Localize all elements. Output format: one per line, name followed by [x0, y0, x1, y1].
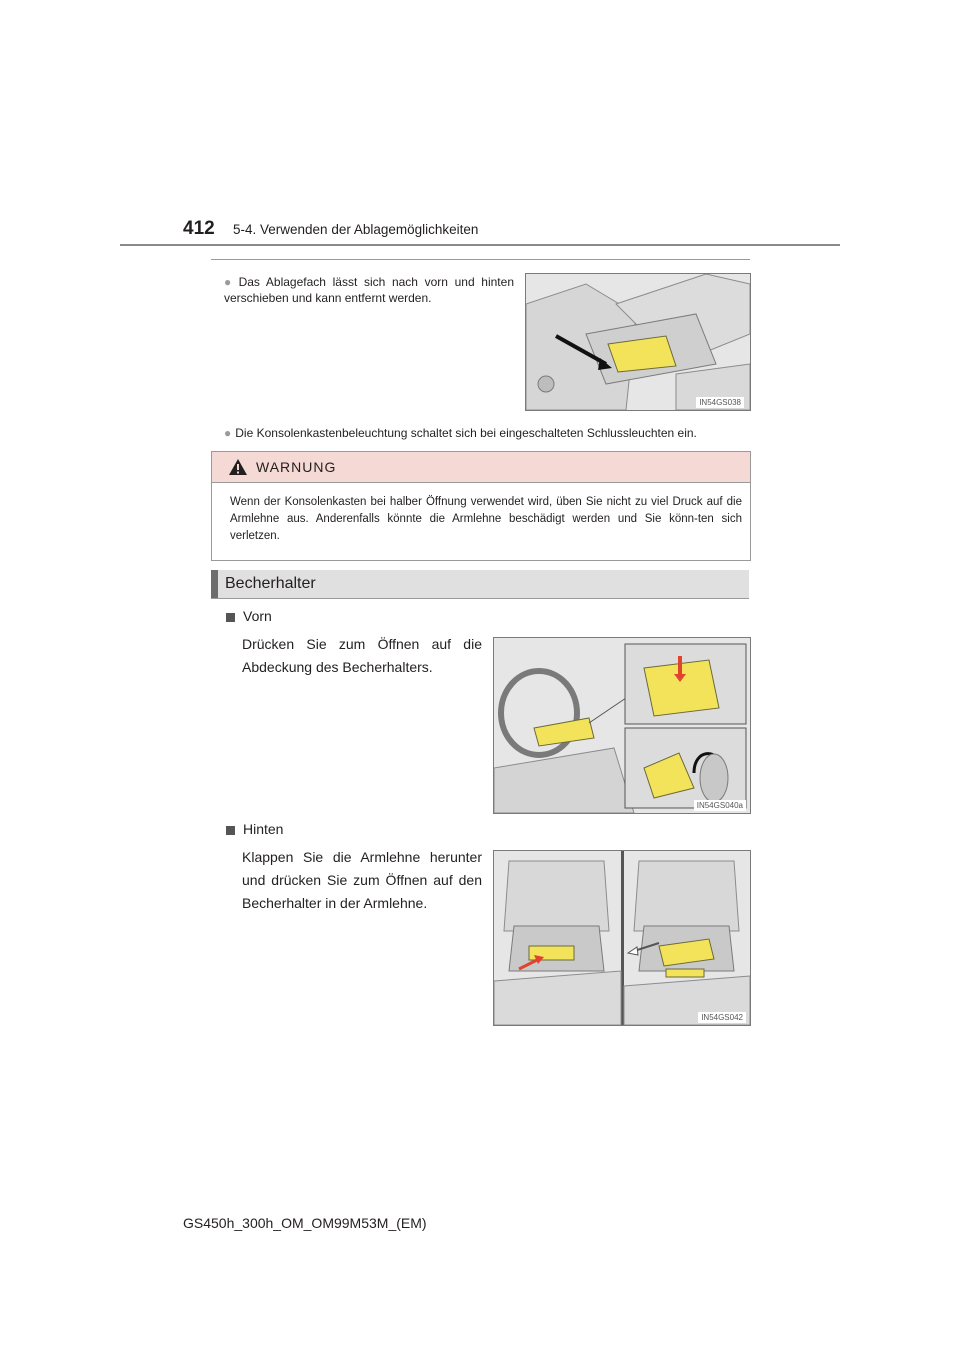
figure-code: IN54GS040a [694, 800, 746, 811]
front-cupholder-illustration [494, 638, 750, 813]
bullet-text-tray: Das Ablagefach lässt sich nach vorn und hinten verschieben und kann entfernt werden. [224, 275, 514, 305]
bullet-item-tray [224, 274, 514, 306]
footer-doc-code: GS450h_300h_OM_OM99M53M_(EM) [183, 1215, 427, 1231]
cupholder-title: Becherhalter [225, 575, 316, 592]
page-number: 412 [183, 218, 215, 239]
figure-code: IN54GS038 [696, 397, 744, 408]
front-heading: Vorn [243, 608, 272, 624]
warning-text: Wenn der Konsolenkasten bei halber Öffnung verwendet wird, üben Sie nicht zu viel Druck auf die Armlehne aus. Anderenfalls könnte die Armlehne beschädigt werden und Sie könn-ten sich verletzen. [230, 496, 742, 542]
figure-console-tray [525, 273, 751, 411]
header-rule [120, 244, 840, 246]
warning-box [211, 451, 751, 561]
section-heading-cupholder [211, 570, 749, 599]
bullet-text-lighting: Die Konsolenkastenbeleuchtung schaltet sich bei eingeschalteten Schlussleuchten ein. [235, 426, 697, 440]
rear-cupholder-illustration [494, 851, 750, 1025]
rear-heading: Hinten [243, 821, 284, 837]
square-bullet-icon [226, 613, 235, 622]
heading-accent-bar [211, 570, 218, 598]
console-tray-illustration [526, 274, 750, 410]
figure-code: IN54GS042 [698, 1012, 746, 1023]
subheading-rear [226, 821, 283, 837]
square-bullet-icon [226, 826, 235, 835]
front-instruction: Drücken Sie zum Öffnen auf die Abdeckung des Becherhalters. [242, 636, 482, 675]
bullet-icon: ● [224, 426, 232, 440]
figure-front-cupholder [493, 637, 751, 814]
section-title: 5-4. Verwenden der Ablagemöglichkeiten [233, 222, 479, 237]
bullet-item-lighting [224, 425, 754, 441]
rear-instruction: Klappen Sie die Armlehne herunter und drücken Sie zum Öffnen auf den Becherhalter in der Armlehne. [242, 849, 482, 911]
warning-header [212, 452, 750, 483]
bullet-icon: ● [224, 275, 235, 289]
subheading-front [226, 608, 272, 624]
content-top-rule [211, 259, 750, 260]
figure-rear-cupholder [493, 850, 751, 1026]
warning-title: WARNUNG [256, 459, 337, 475]
warning-triangle-icon [228, 458, 248, 476]
